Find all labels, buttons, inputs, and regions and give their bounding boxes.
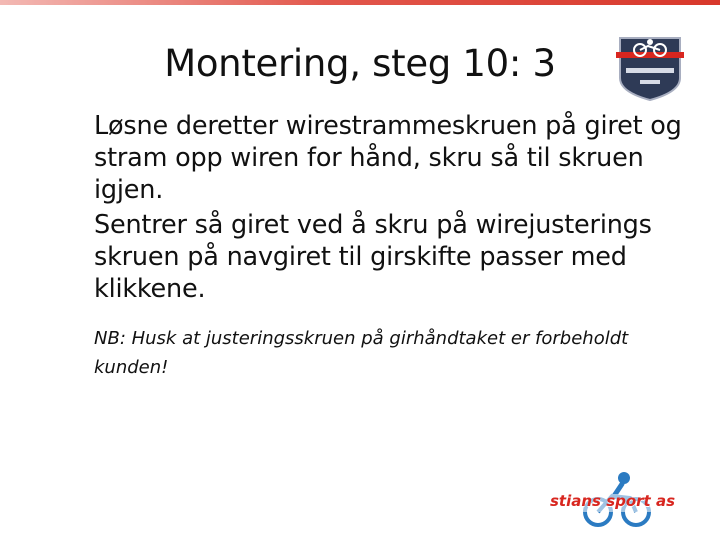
customer-note: NB: Husk at justeringsskruen på girhåndtaket er forbeholdt kunden! [94, 328, 629, 378]
top-accent-bar [0, 0, 720, 5]
instruction-paragraph-1: Løsne deretter wirestrammeskruen på giret og stram opp wiren for hånd, skru så til skruen igjen. [94, 111, 682, 205]
slide-title: Montering, steg 10: 3 [164, 42, 556, 85]
instruction-paragraph-2: Sentrer så giret ved å skru på wirejusterings skruen på navgiret til girskifte passer med klikkene. [94, 210, 652, 304]
footer-logo-text: stians sport as [550, 492, 676, 510]
stians-sport-badge-icon [612, 28, 688, 104]
slide-body [94, 110, 694, 382]
